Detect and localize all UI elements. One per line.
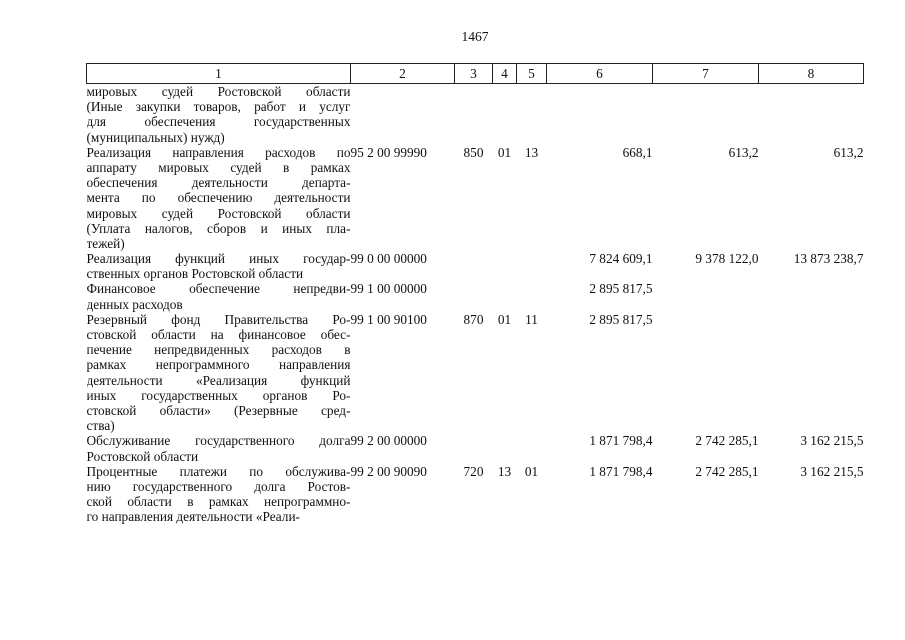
table-body: [87, 84, 864, 525]
expense-type-cell: [455, 281, 493, 311]
amount-year2-cell: 2 742 285,1: [695, 433, 759, 449]
expense-name-line: обеспечения деятельности департа-: [86, 175, 351, 191]
expense-name-line: аппарату мировых судей в рамках: [86, 159, 351, 175]
expense-name-line: стовской области» (Резервные сред-: [86, 402, 351, 418]
table-row: [87, 145, 864, 251]
budget-code-cell: [351, 84, 455, 145]
column-header: 6: [547, 64, 653, 84]
section-cell: 13: [497, 463, 512, 479]
amount-year3-cell: 13 873 238,7: [793, 251, 864, 267]
subsection-cell: [517, 251, 547, 281]
budget-code-cell: 99 1 00 00000: [350, 281, 427, 297]
expense-name-line: печение непредвиденных расходов в: [86, 342, 351, 358]
expense-type-cell: 850: [463, 144, 484, 160]
expense-name-line: мировых судей Ростовской области: [86, 205, 351, 221]
table-row: [87, 464, 864, 525]
expense-name-line: Ростовской области: [86, 448, 199, 464]
column-header: 4: [493, 64, 517, 84]
amount-year1-cell: 668,1: [622, 144, 653, 160]
column-header: 5: [517, 64, 547, 84]
section-cell: [493, 84, 517, 145]
expense-type-cell: 720: [463, 463, 484, 479]
expense-name-line: Процентные платежи по обслужива-: [86, 463, 351, 479]
subsection-cell: 01: [524, 463, 539, 479]
column-header: 7: [653, 64, 759, 84]
expense-name-line: иных государственных органов Ро-: [86, 387, 351, 403]
amount-year2-cell: [653, 312, 759, 434]
table-row: [87, 312, 864, 434]
expense-name-line: рамках непрограммного направления: [86, 357, 351, 373]
column-header: 8: [759, 64, 864, 84]
page-number: 1467: [461, 29, 489, 44]
column-header: 2: [351, 64, 455, 84]
amount-year1-cell: 1 871 798,4: [589, 463, 653, 479]
expense-name-line: Обслуживание государственного долга: [86, 433, 351, 449]
expense-name-cell: [87, 312, 351, 434]
expense-type-cell: [455, 433, 493, 463]
expense-name-line: (Уплата налогов, сборов и иных пла-: [86, 220, 351, 236]
expense-name-line: нию государственного долга Ростов-: [86, 478, 351, 494]
amount-year3-cell: 613,2: [833, 144, 864, 160]
expense-name-line: Финансовое обеспечение непредви-: [86, 281, 351, 297]
subsection-cell: [517, 433, 547, 463]
amount-year1-cell: 1 871 798,4: [589, 433, 653, 449]
expense-name-cell: [87, 84, 351, 145]
amount-year3-cell: 3 162 215,5: [800, 463, 864, 479]
expense-name-line: (Иные закупки товаров, работ и услуг: [86, 99, 351, 115]
expense-type-cell: [455, 251, 493, 281]
section-cell: [493, 281, 517, 311]
expense-name-line: ской области в рамках непрограммно-: [86, 494, 351, 510]
expense-name-line: ственных органов Ростовской области: [86, 266, 304, 282]
amount-year3-cell: [759, 84, 864, 145]
section-cell: [493, 433, 517, 463]
budget-code-cell: 99 0 00 00000: [350, 251, 427, 267]
subsection-cell: 13: [524, 144, 539, 160]
subsection-cell: 11: [525, 311, 538, 327]
subsection-cell: [517, 281, 547, 311]
amount-year2-cell: 2 742 285,1: [695, 463, 759, 479]
table-row: [87, 84, 864, 145]
expense-name-line: тежей): [86, 235, 125, 251]
expense-name-cell: [87, 281, 351, 311]
budget-table: [86, 63, 864, 524]
section-cell: 01: [497, 311, 512, 327]
column-header: 1: [87, 64, 351, 84]
section-cell: 01: [497, 144, 512, 160]
expense-name-line: го направления деятельности «Реали-: [86, 509, 300, 525]
expense-type-cell: [455, 84, 493, 145]
budget-code-cell: 99 1 00 90100: [350, 311, 427, 327]
column-number-row: [87, 64, 864, 84]
expense-name-cell: [87, 433, 351, 463]
expense-name-line: для обеспечения государственных: [86, 114, 351, 130]
expense-name-cell: [87, 145, 351, 251]
amount-year1-cell: 2 895 817,5: [589, 281, 653, 297]
amount-year1-cell: 7 824 609,1: [589, 251, 653, 267]
amount-year2-cell: 613,2: [728, 144, 759, 160]
table-row: [87, 433, 864, 463]
section-cell: [493, 251, 517, 281]
amount-year1-cell: [547, 84, 653, 145]
expense-name-line: мента по обеспечению деятельности: [86, 190, 351, 206]
expense-name-line: мировых судей Ростовской области: [86, 84, 351, 99]
column-header: 3: [455, 64, 493, 84]
expense-name-line: Реализация функций иных государ-: [86, 251, 351, 267]
budget-code-cell: 99 2 00 90090: [350, 463, 427, 479]
expense-name-line: деятельности «Реализация функций: [86, 372, 351, 388]
budget-code-cell: 95 2 00 99990: [350, 144, 427, 160]
table-row: [87, 281, 864, 311]
expense-name-line: (муниципальных) нужд): [86, 129, 225, 145]
expense-name-cell: [87, 251, 351, 281]
subsection-cell: [517, 84, 547, 145]
budget-code-cell: 99 2 00 00000: [350, 433, 427, 449]
amount-year3-cell: 3 162 215,5: [800, 433, 864, 449]
expense-name-cell: [87, 464, 351, 525]
expense-name-line: стовской области на финансовое обес-: [86, 327, 351, 342]
amount-year1-cell: 2 895 817,5: [589, 311, 653, 327]
expense-name-line: ства): [86, 418, 115, 434]
amount-year2-cell: [653, 84, 759, 145]
amount-year2-cell: [653, 281, 759, 311]
expense-name-line: Резервный фонд Правительства Ро-: [86, 311, 351, 327]
amount-year3-cell: [759, 281, 864, 311]
table-row: [87, 251, 864, 281]
amount-year2-cell: 9 378 122,0: [695, 251, 759, 267]
expense-name-line: денных расходов: [86, 296, 183, 312]
expense-type-cell: 870: [463, 311, 484, 327]
expense-name-line: Реализация направления расходов по: [86, 144, 351, 160]
amount-year3-cell: [759, 312, 864, 434]
